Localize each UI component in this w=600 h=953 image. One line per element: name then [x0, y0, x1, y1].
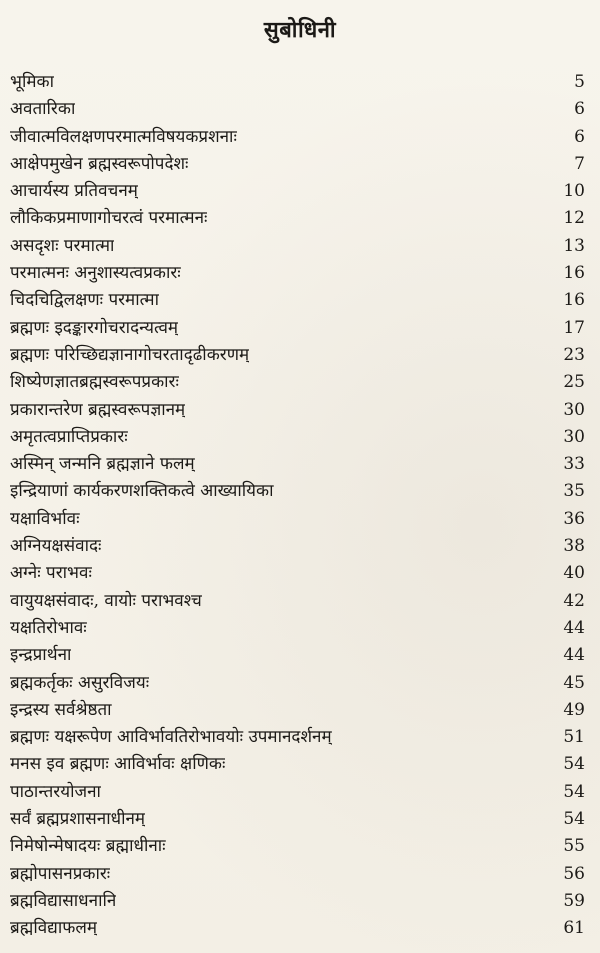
toc-entry-page-number: 59 — [563, 890, 585, 911]
toc-entry-title: ब्रह्मविद्यासाधनानि — [10, 890, 117, 911]
toc-entry-title: निमेषोन्मेषादयः ब्रह्माधीनाः — [10, 836, 166, 857]
toc-entry-title: वायुयक्षसंवादः, वायोः पराभवश्च — [10, 590, 202, 611]
toc-entry-title: आक्षेपमुखेन ब्रह्मस्वरूपोपदेशः — [10, 153, 189, 174]
toc-entry-page-number: 40 — [563, 563, 585, 584]
toc-entry-page-number: 54 — [563, 754, 585, 775]
toc-entry — [10, 151, 585, 178]
toc-entry-title: आचार्यस्य प्रतिवचनम् — [10, 181, 138, 202]
toc-entry-title: अग्नियक्षसंवादः — [10, 536, 102, 557]
toc-entry — [10, 342, 585, 369]
toc-entry-page-number: 5 — [574, 72, 585, 92]
toc-entry — [10, 588, 585, 615]
toc-entry-page-number: 49 — [563, 699, 585, 720]
toc-entry — [10, 888, 585, 915]
toc-entry — [10, 779, 585, 806]
toc-entry — [10, 478, 585, 505]
toc-entry-page-number: 16 — [563, 290, 585, 311]
toc-entry — [10, 560, 585, 587]
toc-entry — [10, 96, 585, 123]
toc-entry-page-number: 55 — [563, 836, 585, 857]
page-title: सुबोधिनी — [263, 17, 337, 43]
toc-entry — [10, 833, 585, 860]
toc-entry-title: इन्द्रप्रार्थना — [10, 645, 72, 666]
toc-entry — [10, 861, 585, 888]
toc-entry-page-number: 54 — [563, 809, 585, 830]
toc-entry-title: चिदचिद्विलक्षणः परमात्मा — [10, 290, 159, 311]
toc-entry-title: अमृतत्वप्राप्तिप्रकारः — [10, 426, 128, 447]
toc-entry — [10, 233, 585, 260]
toc-entry-title: अवतारिका — [10, 99, 76, 120]
toc-entry-page-number: 25 — [563, 372, 585, 393]
toc-entry-title: सर्वं ब्रह्मप्रशासनाधीनम् — [10, 809, 146, 830]
toc-entry-title: अग्नेः पराभवः — [10, 563, 92, 584]
toc-entry — [10, 287, 585, 314]
toc-entry-title: प्रकारान्तरेण ब्रह्मस्वरूपज्ञानम् — [10, 399, 186, 420]
toc-entry — [10, 260, 585, 287]
toc-entry-page-number: 13 — [563, 235, 585, 256]
toc-entry-title: शिष्येणज्ञातब्रह्मस्वरूपप्रकारः — [10, 372, 179, 393]
toc-entry-page-number: 44 — [563, 617, 585, 638]
toc-entry — [10, 915, 585, 942]
toc-entry-page-number: 33 — [563, 454, 585, 475]
toc-entry — [10, 451, 585, 478]
toc-entry — [10, 178, 585, 205]
toc-entry — [10, 369, 585, 396]
toc-entry-page-number: 12 — [563, 208, 585, 229]
toc-entry-title: भूमिका — [10, 72, 54, 92]
toc-entry-title: जीवात्मविलक्षणपरमात्मविषयकप्रशनाः — [10, 126, 237, 147]
toc-entry-page-number: 61 — [563, 918, 585, 939]
toc-entry-title: यक्षाविर्भावः — [10, 508, 80, 529]
toc-entry — [10, 424, 585, 451]
toc-entry-title: लौकिकप्रमाणागोचरत्वं परमात्मनः — [10, 208, 208, 229]
toc-entry-page-number: 54 — [563, 781, 585, 802]
toc-entry-page-number: 44 — [563, 645, 585, 666]
toc-entry-title: इन्द्रस्य सर्वश्रेष्ठता — [10, 699, 112, 720]
toc-entry-title: अस्मिन् जन्मनि ब्रह्मज्ञाने फलम् — [10, 454, 195, 475]
toc-entry-title: परमात्मनः अनुशास्यत्वप्रकारः — [10, 263, 181, 284]
toc-entry-page-number: 10 — [563, 181, 585, 202]
toc-entry-page-number: 51 — [563, 727, 585, 748]
toc-entry — [10, 806, 585, 833]
toc-entry-page-number: 45 — [563, 672, 585, 693]
toc-entry — [10, 205, 585, 232]
toc-entry — [10, 533, 585, 560]
toc-entry-page-number: 36 — [563, 508, 585, 529]
toc-entry — [10, 751, 585, 778]
toc-entry — [10, 670, 585, 697]
toc-entry-page-number: 30 — [563, 426, 585, 447]
toc-entry-page-number: 17 — [563, 317, 585, 338]
toc-entry — [10, 697, 585, 724]
toc-entry — [10, 615, 585, 642]
table-of-contents — [10, 69, 585, 943]
toc-entry-title: ब्रह्मणः परिच्छिद्यज्ञानागोचरतादृढीकरणम् — [10, 344, 250, 365]
toc-entry-title: मनस इव ब्रह्मणः आविर्भावः क्षणिकः — [10, 754, 226, 775]
toc-entry-title: ब्रह्मणः इदङ्कारगोचरादन्यत्वम् — [10, 317, 179, 338]
toc-entry-page-number: 16 — [563, 263, 585, 284]
toc-entry — [10, 315, 585, 342]
toc-entry — [10, 397, 585, 424]
toc-entry — [10, 724, 585, 751]
toc-entry-title: इन्द्रियाणां कार्यकरणशक्तिकत्वे आख्यायिका — [10, 481, 274, 502]
toc-entry-page-number: 7 — [574, 153, 585, 174]
toc-entry-title: पाठान्तरयोजना — [10, 781, 101, 802]
toc-entry-title: यक्षतिरोभावः — [10, 617, 87, 638]
toc-entry-page-number: 56 — [563, 863, 585, 884]
toc-entry-page-number: 6 — [574, 126, 585, 147]
toc-entry-title: ब्रह्मोपासनप्रकारः — [10, 863, 111, 884]
toc-entry-page-number: 38 — [563, 536, 585, 557]
toc-entry — [10, 69, 585, 96]
toc-entry-page-number: 23 — [563, 344, 585, 365]
toc-entry-title: असदृशः परमात्मा — [10, 235, 115, 256]
toc-entry — [10, 506, 585, 533]
toc-entry-title: ब्रह्मकर्तृकः असुरविजयः — [10, 672, 150, 693]
toc-entry-title: ब्रह्मविद्याफलम् — [10, 918, 98, 939]
toc-entry-page-number: 30 — [563, 399, 585, 420]
toc-entry-title: ब्रह्मणः यक्षरूपेण आविर्भावतिरोभावयोः उपमानदर्शनम् — [10, 727, 332, 748]
toc-entry-page-number: 42 — [563, 590, 585, 611]
toc-entry — [10, 642, 585, 669]
toc-entry — [10, 124, 585, 151]
toc-entry-page-number: 6 — [574, 99, 585, 120]
toc-entry-page-number: 35 — [563, 481, 585, 502]
